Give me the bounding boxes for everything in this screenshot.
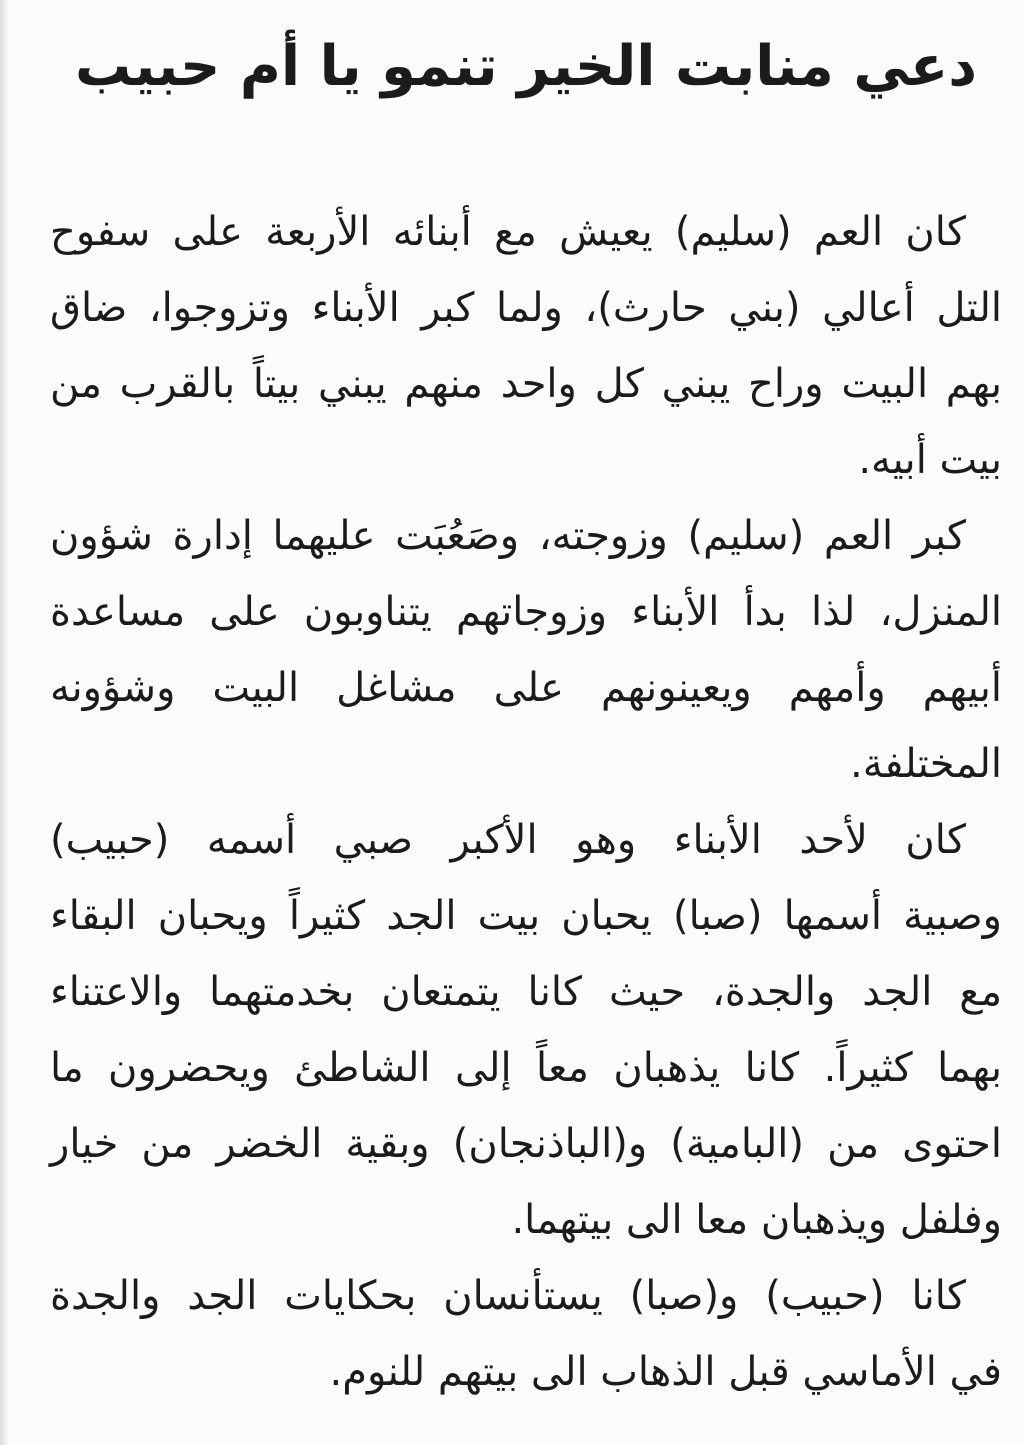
- text-line: التل أعالي (بني حارث)، ولما كبر الأبناء وتزوجوا، ضاق: [50, 285, 1002, 331]
- text-line: أبيهم وأمهم ويعينونهم على مشاغل البيت وشؤونه: [50, 665, 1002, 711]
- text-line: وفلفل ويذهبان معا الى بيتهما.: [511, 1197, 1002, 1243]
- story-title: دعي منابت الخير تنمو يا أم حبيب: [75, 34, 977, 99]
- text-line: بهما كثيراً. كانا يذهبان معاً إلى الشاطئ ويحضرون ما: [50, 1045, 1002, 1091]
- text-line: احتوى من (البامية) و(الباذنجان) وبقية الخضر من خيار: [50, 1121, 1002, 1167]
- text-line: كان لأحد الأبناء وهو الأكبر صبي أسمه (حبيب): [50, 817, 966, 863]
- text-line: وصبية أسمها (صبا) يحبان بيت الجد كثيراً ويحبان البقاء: [50, 893, 1002, 939]
- story-paragraph-4: [50, 1258, 1002, 1410]
- text-line: المختلفة.: [850, 741, 1002, 787]
- text-line: المنزل، لذا بدأ الأبناء وزوجاتهم يتناوبون على مساعدة: [50, 589, 1002, 635]
- text-line: كبر العم (سليم) وزوجته، وصَعُبَت عليهما إدارة شؤون: [50, 513, 966, 559]
- story-paragraph-2: [50, 498, 1002, 802]
- text-line: كانا (حبيب) و(صبا) يستأنسان بحكايات الجد والجدة: [50, 1273, 966, 1319]
- story-paragraph-1: [50, 194, 1002, 498]
- text-line: بهم البيت وراح يبني كل واحد منهم يبني بيتاً بالقرب من: [50, 361, 1002, 407]
- text-line: بيت أبيه.: [858, 437, 1002, 483]
- text-line: كان العم (سليم) يعيش مع أبنائه الأربعة على سفوح: [50, 209, 966, 255]
- story-paragraph-3: [50, 802, 1002, 1258]
- text-line: مع الجد والجدة، حيث كانا يتمتعان بخدمتهما والاعتناء: [50, 969, 1002, 1015]
- text-line: في الأماسي قبل الذهاب الى بيتهم للنوم.: [329, 1349, 1002, 1395]
